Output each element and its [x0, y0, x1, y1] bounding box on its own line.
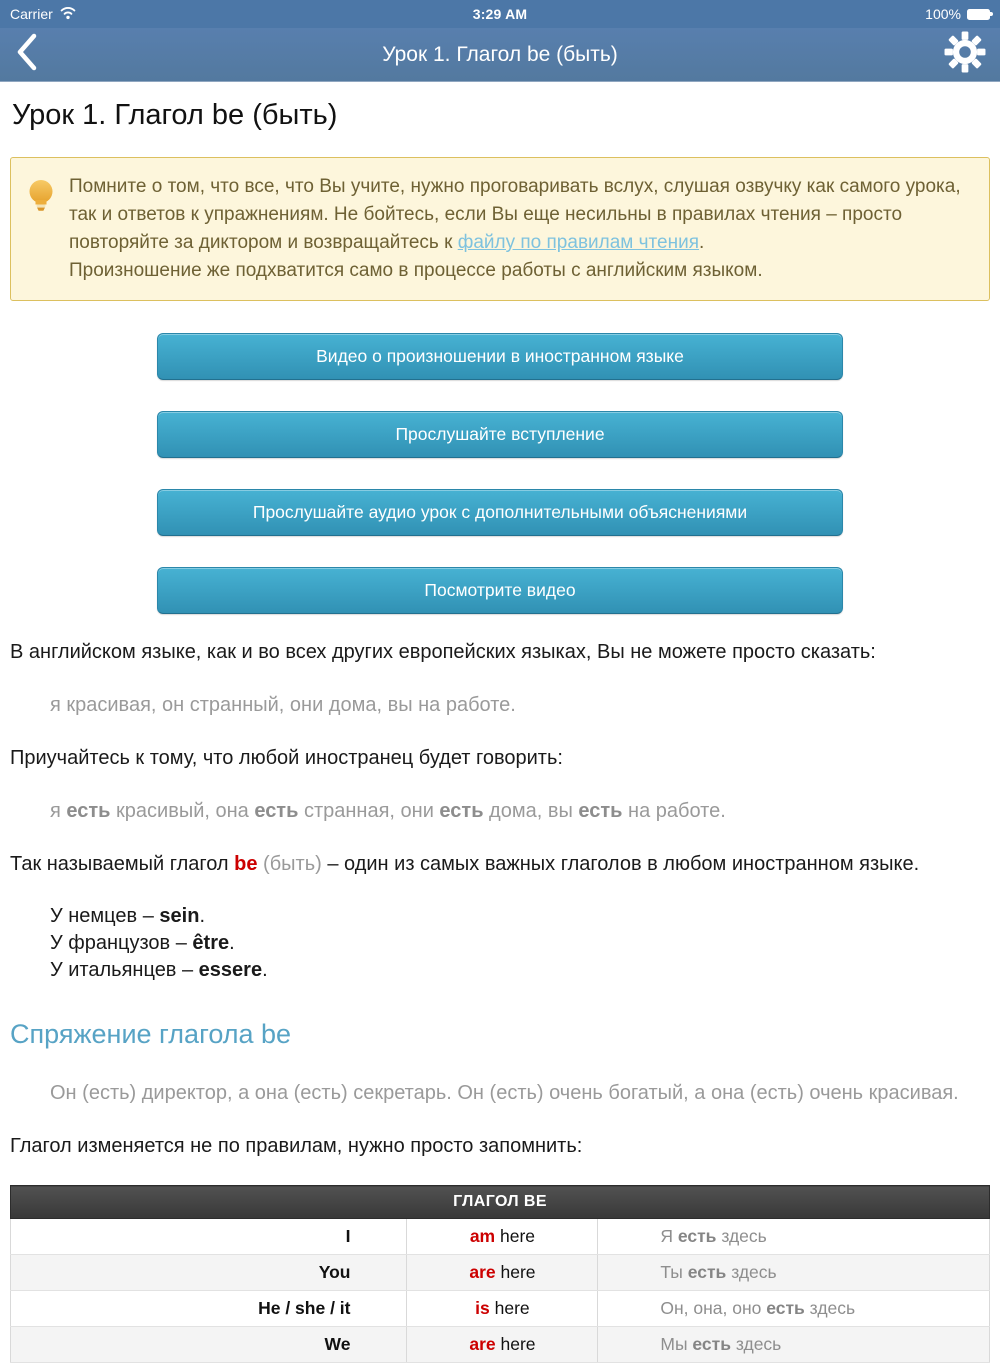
table-row — [11, 1291, 990, 1327]
lesson-buttons — [10, 333, 990, 614]
note-text-line2: Произношение же подхватится само в процессе работы с английским языком. — [69, 260, 763, 281]
note-text-before-link: Помните о том, что все, что Вы учите, нужно проговаривать вслух, слушая озвучку как самого урока, так и ответов к упражнениям. Не бойтесь, если Вы еще несильны в правилах чтения – просто повторяйте за диктором и возвращайтесь к — [69, 176, 961, 253]
subject-cell: I — [11, 1219, 407, 1255]
carrier-label: Carrier — [10, 6, 53, 22]
wifi-icon — [59, 6, 77, 23]
table-row — [11, 1255, 990, 1291]
verb-cell: is here — [407, 1291, 598, 1327]
lightbulb-icon — [27, 173, 69, 285]
lesson-content — [0, 99, 1000, 1363]
list-item: У немцев – — [50, 905, 160, 927]
subject-cell: He / she / it — [11, 1291, 407, 1327]
back-button[interactable] — [14, 32, 38, 77]
subject-cell: We — [11, 1327, 407, 1363]
paragraph-train: Приучайтесь к тому, что любой иностранец будет говорить: — [10, 747, 563, 769]
reading-rules-link[interactable]: файлу по правилам чтения — [457, 232, 699, 253]
example-correct: я есть красивый, она есть странная, они есть дома, вы есть на работе. — [50, 800, 726, 822]
battery-icon — [967, 9, 990, 20]
paragraph-intro: В английском языке, как и во всех других европейских языках, Вы не можете просто сказать: — [10, 641, 876, 663]
translation-cell: Он, она, оно есть здесь — [598, 1291, 990, 1327]
list-item: У французов – — [50, 932, 193, 954]
be-highlight: be — [234, 853, 258, 875]
section-heading-conjugation: Спряжение глагола be — [10, 1019, 292, 1049]
note-text — [69, 173, 971, 285]
verb-be-table — [10, 1185, 990, 1363]
verb-cell: am here — [407, 1219, 598, 1255]
listen-intro-button[interactable]: Прослушайте вступление — [157, 411, 843, 458]
battery-percent: 100% — [925, 6, 961, 22]
table-row — [11, 1219, 990, 1255]
paragraph-irregular: Глагол изменяется не по правилам, нужно просто запомнить: — [10, 1135, 583, 1157]
gear-icon — [944, 31, 986, 78]
translation-cell: Ты есть здесь — [598, 1255, 990, 1291]
note-box — [10, 157, 990, 301]
clock: 3:29 AM — [472, 6, 528, 22]
note-text-after-link: . — [699, 232, 705, 253]
translation-cell: Я есть здесь — [598, 1219, 990, 1255]
status-bar — [0, 0, 1000, 28]
language-equivalents-list: У немцев – sein. У французов – être. У итальянцев – essere. — [50, 905, 268, 981]
subject-cell: You — [11, 1255, 407, 1291]
example-conjugation: Он (есть) директор, а она (есть) секретарь. Он (есть) очень богатый, а она (есть) очень красивая. — [50, 1082, 959, 1104]
paragraph-be-verb: Так называемый глагол be (быть) – один из самых важных глаголов в любом иностранном языке. — [10, 853, 920, 875]
verb-cell: are here — [407, 1327, 598, 1363]
listen-audio-lesson-button[interactable]: Прослушайте аудио урок с дополнительными объяснениями — [157, 489, 843, 536]
nav-title: Урок 1. Глагол be (быть) — [382, 42, 618, 66]
settings-button[interactable] — [944, 31, 986, 78]
table-row — [11, 1327, 990, 1363]
pronunciation-video-button[interactable]: Видео о произношении в иностранном языке — [157, 333, 843, 380]
verb-cell: are here — [407, 1255, 598, 1291]
page-title: Урок 1. Глагол be (быть) — [12, 99, 338, 131]
translation-cell: Мы есть здесь — [598, 1327, 990, 1363]
list-item: У итальянцев – — [50, 959, 199, 981]
watch-video-button[interactable]: Посмотрите видео — [157, 567, 843, 614]
nav-bar — [0, 28, 1000, 82]
example-wrong: я красивая, он странный, они дома, вы на работе. — [50, 694, 516, 716]
table-header: ГЛАГОЛ BE — [11, 1186, 990, 1219]
chevron-left-icon — [14, 32, 38, 77]
